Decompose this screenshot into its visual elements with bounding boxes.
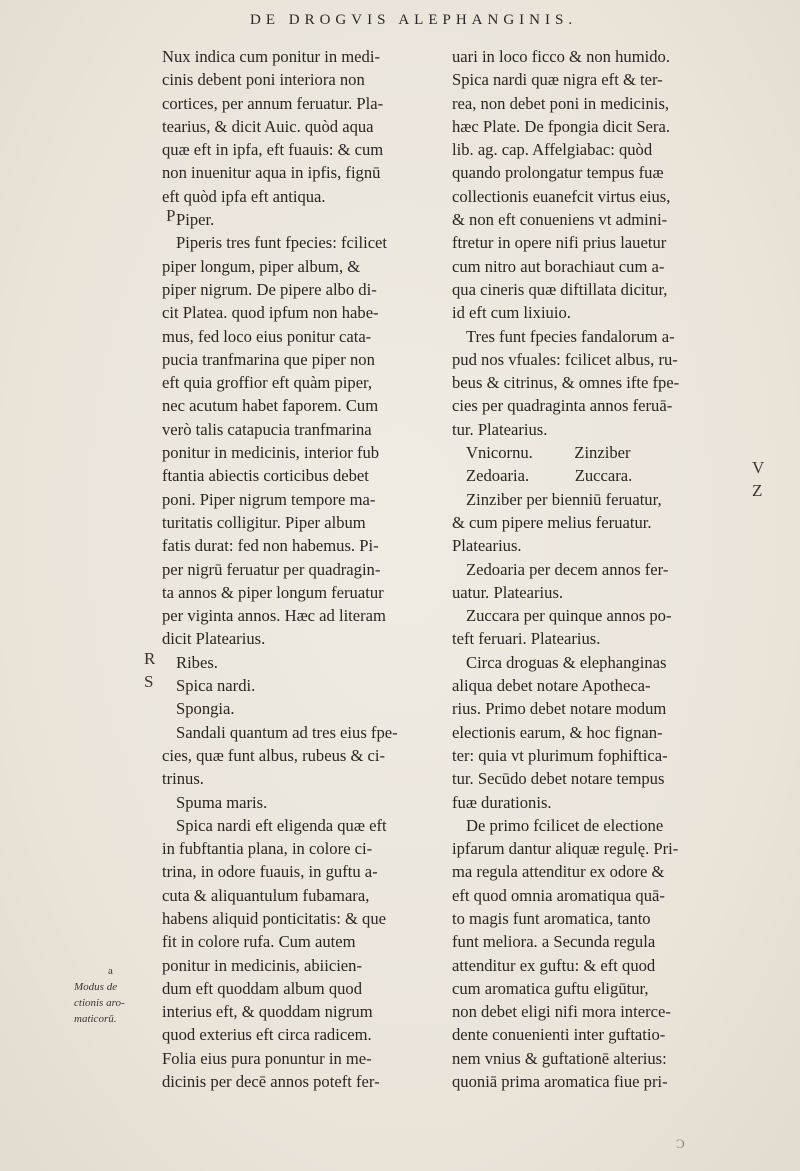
text-line: cies, quæ funt albus, rubeus & ci-	[162, 745, 386, 765]
margin-letter-v: V	[752, 458, 765, 477]
margin-note	[74, 963, 154, 1027]
text-line: beus & citrinus, & omnes ifte fpe-	[452, 373, 680, 393]
text-line: poni. Piper nigrum tempore ma-	[162, 489, 376, 509]
text-line: fit in colore rufa. Cum autem	[162, 932, 356, 952]
text-line: funt meliora. a Secunda regula	[452, 932, 656, 952]
text-line: trinus.	[162, 769, 204, 789]
text-line: Nux indica cum ponitur in medi-	[162, 47, 380, 66]
text-line: ipfarum dantur aliquæ regulę. Pri-	[452, 839, 679, 859]
text-line: dente conuenienti inter guftatio-	[452, 1025, 666, 1045]
text-line: tur. Platearius.	[452, 419, 548, 439]
text-line: cum aromatica guftu eligūtur,	[452, 978, 649, 998]
text-line: nem vnius & guftationē alterius:	[452, 1048, 667, 1068]
text-line: collectionis euanefcit virtus eius,	[452, 186, 671, 206]
text-line: cuta & aliquantulum fubamara,	[162, 885, 370, 905]
text-line: ta annos & piper longum feruatur	[162, 582, 384, 602]
text-line: ponitur in medicinis, interior fub	[162, 443, 380, 463]
text-line: quando prolongatur tempus fuæ	[452, 163, 664, 183]
text-line: cortices, per annum feruatur. Pla-	[162, 93, 384, 113]
text-line: Ribes.	[176, 652, 218, 672]
text-line: ma regula attenditur ex odore &	[452, 862, 665, 882]
text-line: Vnicornu. Zinziber	[466, 443, 631, 463]
text-line: quæ eft in ipfa, eft fuauis: & cum	[162, 140, 384, 160]
text-line: mus, fed loco eius ponitur cata-	[162, 326, 372, 346]
text-line: Folia eius pura ponuntur in me-	[162, 1048, 372, 1068]
text-line: attenditur ex guftu: & eft quod	[452, 955, 656, 975]
text-line: quoniā prima aromatica fiue pri-	[452, 1072, 668, 1092]
text-line: interius eft, & quoddam nigrum	[162, 1002, 373, 1022]
text-line: Spongia.	[176, 699, 235, 719]
text-line: Spica nardi.	[176, 676, 256, 696]
text-line: qua cineris quæ diftillata dicitur,	[452, 279, 668, 299]
margin-letter-z: Z	[752, 481, 763, 500]
text-line: piper nigrum. De pipere albo di-	[162, 279, 377, 299]
text-line: uatur. Platearius.	[452, 582, 564, 602]
text-line: ter: quia vt plurimum fophiftica-	[452, 745, 668, 765]
text-line: turitatis colligitur. Piper album	[162, 512, 366, 532]
text-line: dicit Platearius.	[162, 629, 266, 649]
text-line: lib. ag. cap. Affelgiabac: quòd	[452, 140, 653, 160]
text-line: dicinis per decē annos poteft fer-	[162, 1072, 380, 1092]
text-line: cum nitro aut borachiaut cum a-	[452, 256, 665, 276]
text-line: rius. Primo debet notare modum	[452, 699, 667, 719]
margin-note-line: Modus de	[74, 981, 118, 993]
text-line: in fubftantia plana, in colore ci-	[162, 839, 373, 859]
margin-letter-r: R	[144, 649, 156, 668]
text-line: Sandali quantum ad tres eius fpe-	[176, 722, 398, 742]
text-line: pucia tranfmarina que piper non	[162, 349, 375, 369]
text-line: habens aliquid ponticitatis: & que	[162, 908, 386, 928]
running-head: DE DROGVIS ALEPHANGINIS.	[250, 12, 578, 28]
text-line: Tres funt fpecies fandalorum a-	[466, 326, 675, 346]
text-line: aliqua debet notare Apotheca-	[452, 676, 651, 696]
left-column	[162, 45, 432, 1093]
text-line: quod exterius eft circa radicem.	[162, 1025, 372, 1045]
text-line: Spuma maris.	[176, 792, 268, 812]
margin-note-line: maticorū.	[74, 1013, 117, 1025]
text-line: cit Platea. quod ipfum non habe-	[162, 303, 379, 323]
text-line: Circa droguas & elephanginas	[466, 652, 667, 672]
text-line: tur. Secūdo debet notare tempus	[452, 769, 665, 789]
text-line: pud nos vfuales: fcilicet albus, ru-	[452, 349, 678, 369]
text-line: fuæ durationis.	[452, 792, 552, 812]
text-line: Zedoaria per decem annos fer-	[466, 559, 669, 579]
text-line: eft quod omnia aromatiqua quā-	[452, 885, 665, 905]
text-line: Piper.	[176, 210, 215, 230]
text-line: trina, in odore fuauis, in guftu a-	[162, 862, 378, 882]
catchword-mark: Ɔ	[676, 1136, 685, 1151]
text-line: ftretur in opere nifi prius lauetur	[452, 233, 667, 253]
text-line: De primo fcilicet de electione	[466, 815, 664, 835]
text-line: Spica nardi eft eligenda quæ eft	[176, 815, 387, 835]
text-line: Platearius.	[452, 536, 522, 556]
text-line: per nigrū feruatur per quadragin-	[162, 559, 381, 579]
text-line: non debet eligi nifi mora interce-	[452, 1002, 671, 1022]
text-line: eft quia groffior eft quàm piper,	[162, 373, 373, 393]
text-line: & non eft conueniens vt admini-	[452, 210, 668, 230]
text-line: Zuccara per quinque annos po-	[466, 606, 672, 626]
text-line: ponitur in medicinis, abiicien-	[162, 955, 363, 975]
margin-letter-p: P	[166, 206, 176, 225]
text-line: electionis earum, & hoc fignan-	[452, 722, 663, 742]
text-line: teft feruari. Platearius.	[452, 629, 601, 649]
text-line: hæc Plate. De fpongia dicit Sera.	[452, 116, 670, 136]
text-line: id eft cum lixiuio.	[452, 303, 571, 323]
text-line: verò talis catapucia tranfmarina	[162, 419, 372, 439]
text-line: piper longum, piper album, &	[162, 256, 361, 276]
text-line: eft quòd ipfa eft antiqua.	[162, 186, 326, 206]
text-line: dum eft quoddam album quod	[162, 978, 363, 998]
margin-note-line: ctionis aro-	[74, 997, 125, 1009]
text-line: Zinziber per bienniū feruatur,	[466, 489, 662, 509]
text-line: Zedoaria. Zuccara.	[466, 466, 633, 486]
text-line: uari in loco ficco & non humido.	[452, 47, 670, 66]
text-line: non inuenitur aqua in ipfis, fignū	[162, 163, 381, 183]
text-line: fatis durat: fed non habemus. Pi-	[162, 536, 379, 556]
margin-letter-s: S	[144, 672, 154, 691]
text-line: cies per quadraginta annos feruā-	[452, 396, 673, 416]
text-line: rea, non debet poni in medicinis,	[452, 93, 670, 113]
text-line: tearius, & dicit Auic. quòd aqua	[162, 116, 374, 136]
margin-note-line: a	[108, 965, 113, 977]
text-line: per viginta annos. Hæc ad literam	[162, 606, 386, 626]
text-line: Spica nardi quæ nigra eft & ter-	[452, 70, 663, 90]
text-line: Piperis tres funt fpecies: fcilicet	[176, 233, 388, 253]
text-line: & cum pipere melius feruatur.	[452, 512, 652, 532]
text-line: nec acutum habet faporem. Cum	[162, 396, 379, 416]
text-line: to magis funt aromatica, tanto	[452, 908, 651, 928]
right-column	[452, 45, 730, 1093]
text-line: ftantia abiectis corticibus debet	[162, 466, 369, 486]
text-line: cinis debent poni interiora non	[162, 70, 365, 90]
